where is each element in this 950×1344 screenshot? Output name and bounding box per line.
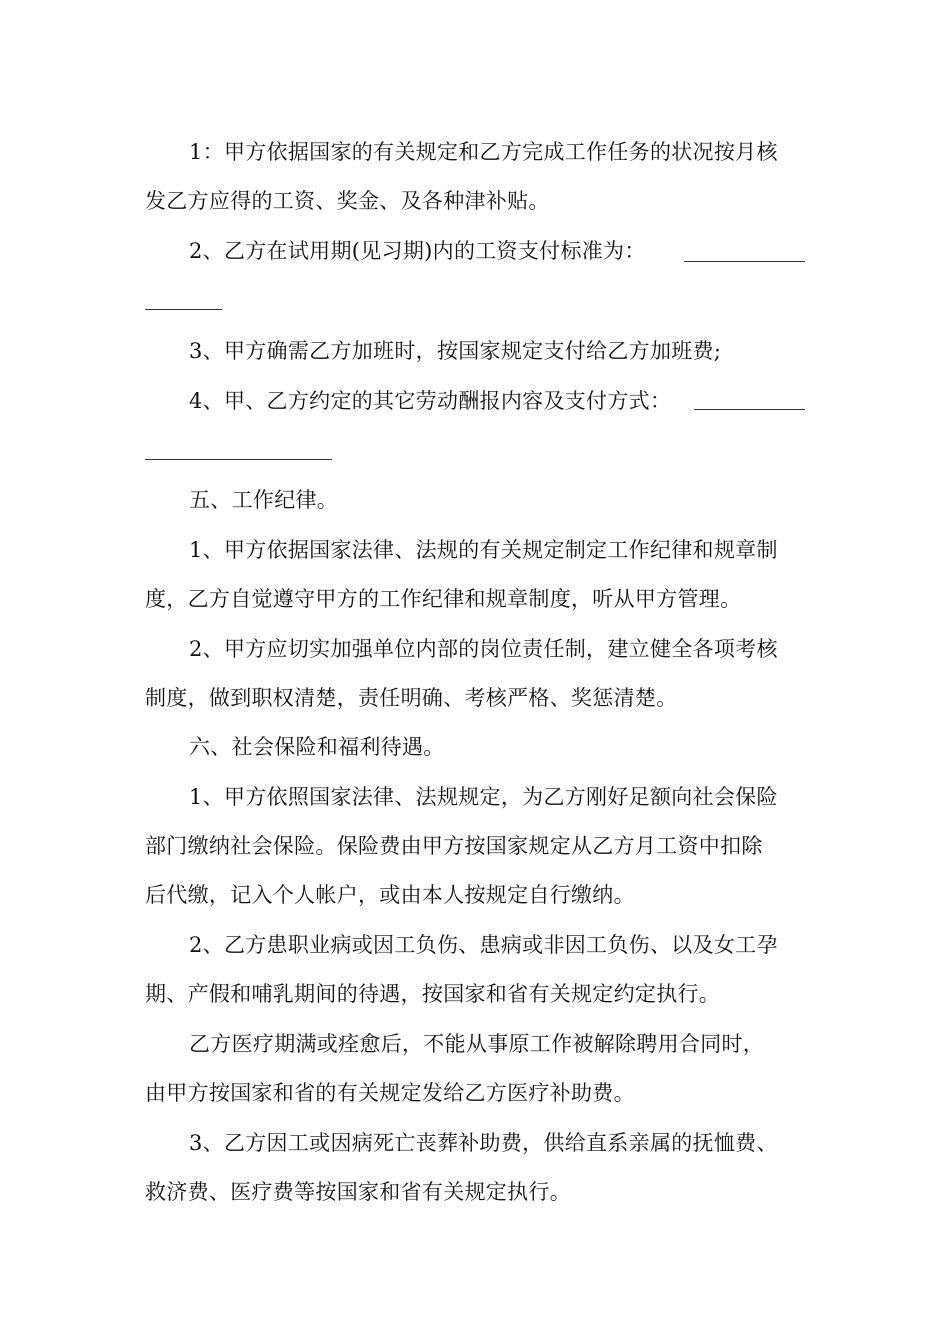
text-line: 乙方医疗期满或痊愈后，不能从事原工作被解除聘用合同时， xyxy=(189,1032,765,1056)
text-line: 1、甲方依照国家法律、法规规定，为乙方刚好足额向社会保险 xyxy=(189,785,778,809)
section-heading: 六、社会保险和福利待遇。 xyxy=(189,735,445,759)
paragraph-insurance-note xyxy=(145,1020,805,1118)
text-line: 1、甲方依据国家法律、法规的有关规定制定工作纪律和规章制 xyxy=(189,538,778,562)
paragraph-wage-item-3 xyxy=(145,327,805,376)
paragraph-wage-item-4 xyxy=(145,377,805,426)
fill-in-blank-line xyxy=(145,309,222,310)
fill-in-blank-line xyxy=(694,409,805,410)
text-line: 制度，做到职权清楚，责任明确、考核严格、奖惩清楚。 xyxy=(145,686,678,710)
text-line: 4、甲、乙方约定的其它劳动酬报内容及支付方式： xyxy=(189,389,672,413)
paragraph-wage-item-2 xyxy=(145,227,805,276)
text-line: 2、乙方在试用期(见习期)内的工资支付标准为： xyxy=(189,239,646,263)
text-line: 1：甲方依据国家的有关规定和乙方完成工作任务的状况按月核 xyxy=(189,140,778,164)
text-line: 2、乙方患职业病或因工负伤、患病或非因工负伤、以及女工孕 xyxy=(189,933,778,957)
text-line: 发乙方应得的工资、奖金、及各种津补贴。 xyxy=(145,189,550,213)
text-line: 3、甲方确需乙方加班时，按国家规定支付给乙方加班费; xyxy=(189,339,722,363)
paragraph-wage-item-1 xyxy=(145,128,805,226)
paragraph-insurance-item-2 xyxy=(145,921,805,1019)
text-line: 救济费、医疗费等按国家和省有关规定执行。 xyxy=(145,1180,571,1204)
text-line: 期、产假和哺乳期间的待遇，按国家和省有关规定约定执行。 xyxy=(145,982,721,1006)
text-line: 2、甲方应切实加强单位内部的岗位责任制，建立健全各项考核 xyxy=(189,637,778,661)
text-line: 由甲方按国家和省的有关规定发给乙方医疗补助费。 xyxy=(145,1081,635,1105)
text-line: 部门缴纳社会保险。保险费由甲方按国家规定从乙方月工资中扣除 xyxy=(145,834,763,858)
paragraph-discipline-item-2 xyxy=(145,625,805,723)
fill-in-blank-line xyxy=(684,261,805,262)
section-heading-work-discipline xyxy=(145,476,805,525)
fill-in-blank-line xyxy=(145,459,332,460)
paragraph-insurance-item-3 xyxy=(145,1119,805,1217)
text-line: 后代缴，记入个人帐户，或由本人按规定自行缴纳。 xyxy=(145,883,635,907)
text-line: 3、乙方因工或因病死亡丧葬补助费，供给直系亲属的抚恤费、 xyxy=(189,1131,778,1155)
paragraph-insurance-item-1 xyxy=(145,773,805,920)
text-line: 度，乙方自觉遵守甲方的工作纪律和规章制度，听从甲方管理。 xyxy=(145,587,742,611)
section-heading: 五、工作纪律。 xyxy=(189,488,339,512)
section-heading-social-insurance xyxy=(145,723,805,772)
paragraph-discipline-item-1 xyxy=(145,526,805,624)
